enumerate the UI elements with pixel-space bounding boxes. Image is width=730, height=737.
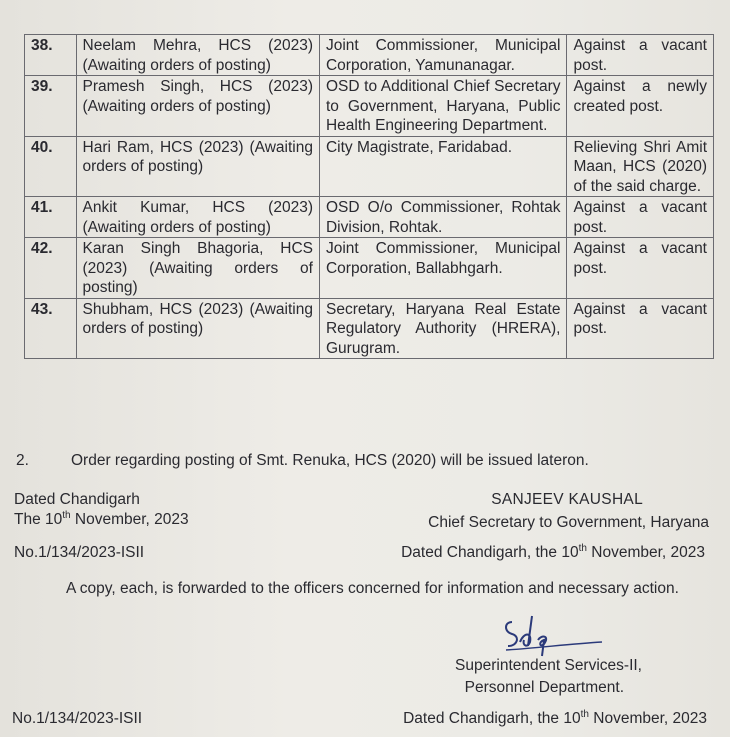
note-text: Order regarding posting of Smt. Renuka, HCS (2020) will be issued lateron. xyxy=(71,452,589,469)
remarks: Against a vacant post. xyxy=(567,197,714,238)
remarks: Against a vacant post. xyxy=(567,238,714,299)
officer-name: Hari Ram, HCS (2023) (Awaiting orders of posting) xyxy=(76,136,319,197)
officer-name: Shubham, HCS (2023) (Awaiting orders of posting) xyxy=(76,298,319,359)
ref-date-suffix: th xyxy=(578,543,587,554)
table-row xyxy=(25,238,714,299)
officer-name: Karan Singh Bhagoria, HCS (2023) (Awaiting orders of posting) xyxy=(76,238,319,299)
date-the: The 10 xyxy=(14,511,63,528)
remarks: Against a vacant post. xyxy=(567,298,714,359)
reference-date xyxy=(401,544,705,562)
note-number: 2. xyxy=(16,452,29,469)
table-row xyxy=(25,298,714,359)
dated-place: Dated Chandigarh xyxy=(14,491,140,508)
ref-date-post: November, 2023 xyxy=(588,710,707,727)
reference-number: No.1/134/2023-ISII xyxy=(14,544,145,561)
posting-table xyxy=(24,34,714,359)
posting-place: City Magistrate, Faridabad. xyxy=(319,136,567,197)
officer-name: Neelam Mehra, HCS (2023) (Awaiting orders of posting) xyxy=(76,35,319,76)
table-row xyxy=(25,76,714,137)
date-rest: November, 2023 xyxy=(70,511,189,528)
serial-number: 38. xyxy=(25,35,77,76)
officer-name: Pramesh Singh, HCS (2023) (Awaiting orders of posting) xyxy=(76,76,319,137)
table-row xyxy=(25,197,714,238)
signatory-title: Chief Secretary to Government, Haryana xyxy=(428,514,709,531)
ref-date-pre: Dated Chandigarh, the 10 xyxy=(401,544,579,561)
order-date xyxy=(14,511,189,529)
table-row xyxy=(25,35,714,76)
posting-place: Secretary, Haryana Real Estate Regulatory Authority (HRERA), Gurugram. xyxy=(319,298,567,359)
signatory-name: SANJEEV KAUSHAL xyxy=(491,491,643,508)
ref-date-suffix: th xyxy=(580,709,589,720)
serial-number: 40. xyxy=(25,136,77,197)
serial-number: 43. xyxy=(25,298,77,359)
serial-number: 41. xyxy=(25,197,77,238)
serial-number: 39. xyxy=(25,76,77,137)
ref-date-pre: Dated Chandigarh, the 10 xyxy=(403,710,581,727)
remarks: Relieving Shri Amit Maan, HCS (2020) of the said charge. xyxy=(567,136,714,197)
posting-place: OSD O/o Commissioner, Rohtak Division, Rohtak. xyxy=(319,197,567,238)
remarks: Against a newly created post. xyxy=(567,76,714,137)
reference-number-2: No.1/134/2023-ISII xyxy=(12,710,143,727)
posting-place: OSD to Additional Chief Secretary to Government, Haryana, Public Health Engineering Department. xyxy=(319,76,567,137)
reference-date-2 xyxy=(403,710,707,728)
remarks: Against a vacant post. xyxy=(567,35,714,76)
department-name: Personnel Department. xyxy=(464,679,624,696)
superintendent-title: Superintendent Services-II, xyxy=(455,657,642,674)
officer-name: Ankit Kumar, HCS (2023) (Awaiting orders of posting) xyxy=(76,197,319,238)
copy-forward-paragraph: A copy, each, is forwarded to the officers concerned for information and necessary action. xyxy=(66,580,679,597)
posting-place: Joint Commissioner, Municipal Corporation, Yamunanagar. xyxy=(319,35,567,76)
ref-date-post: November, 2023 xyxy=(586,544,705,561)
table-row xyxy=(25,136,714,197)
serial-number: 42. xyxy=(25,238,77,299)
posting-place: Joint Commissioner, Municipal Corporation, Ballabhgarh. xyxy=(319,238,567,299)
date-suffix: th xyxy=(62,510,71,521)
note-paragraph xyxy=(16,452,589,470)
signature xyxy=(498,612,608,660)
